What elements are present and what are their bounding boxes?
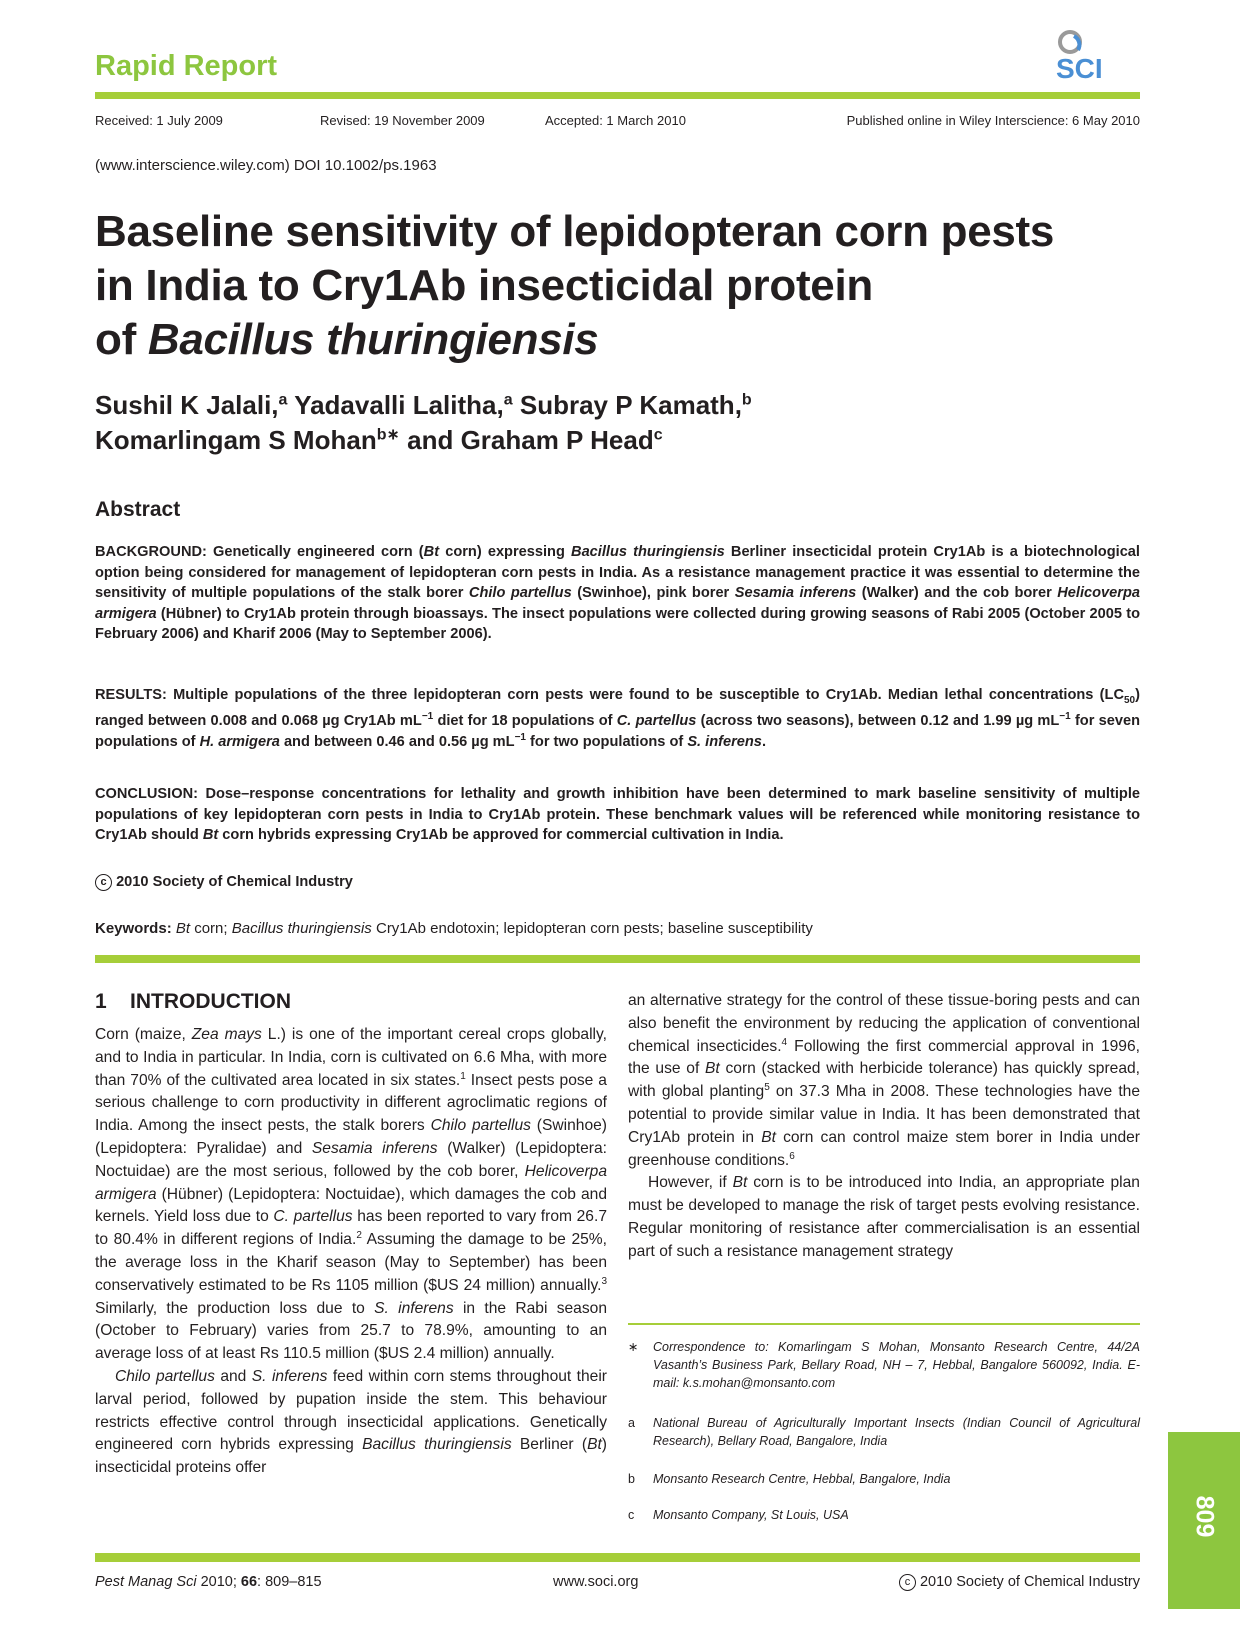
footnote-text: Monsanto Company, St Louis, USA — [653, 1508, 849, 1522]
title-line-3-prefix: of — [95, 315, 148, 364]
intro-paragraph: However, if Bt corn is to be introduced into India, an appropriate plan must be developed to manage the risk of target pests evolving resistance. Regular monitoring of resistance after commercialisation is an essential part of such a resistance management strategy — [628, 1174, 1140, 1260]
section-title: INTRODUCTION — [130, 990, 292, 1013]
section-label: Rapid Report — [95, 50, 278, 82]
author-name: Subray P Kamath, — [519, 390, 742, 420]
author-name: Komarlingam S Mohan — [95, 425, 377, 455]
author-name: Sushil K Jalali, — [95, 390, 279, 420]
received-date: Received: 1 July 2009 — [95, 113, 223, 128]
page-number: 809 — [1190, 1495, 1219, 1538]
footer-url[interactable]: www.soci.org — [553, 1574, 639, 1590]
footer-citation — [95, 1574, 322, 1590]
footnote-mark: c — [628, 1508, 635, 1522]
intro-paragraph: Corn (maize, Zea mays L.) is one of the important cereal crops globally, and to India in particular. In India, corn is cultivated on 6.6 Mha, with more than 70% of the cultivated area located in six states.$^1$ Insect pests pose a serious challenge to corn productivity in different agroclimatic regions of India. Among the insect pests, the stalk borers Chilo partellus (Swinhoe) (Lepidoptera: Pyralidae) and Sesamia inferens (Walker) (Lepidoptera: Noctuidae) are the most serious, followed by the cob borer, Helicoverpa armigera (Hübner) (Lepidoptera: Noctuidae), which damages the cob and kernels. Yield loss due to C. partellus has been reported to vary from 26.7 to 80.4% in different regions of India.$^2$ Assuming the damage to be 25%, the average loss in the Kharif season (May to September) has been conservatively estimated to be Rs 1105 million ($US 24 million) annually.$^3$ Similarly, the production loss due to S. inferens in the Rabi season (October to February) varies from 25.7 to 78.9%, amounting to an average loss of at least Rs 110.5 million ($US 2.4 million) annually. — [95, 1026, 607, 1363]
intro-right-column — [628, 990, 1140, 1264]
author-affiliation: b — [741, 391, 752, 409]
article-title — [95, 205, 1140, 367]
journal-year: 2010; — [196, 1574, 241, 1590]
author-affiliation: b∗ — [376, 426, 400, 444]
footnote-affiliation-a — [628, 1414, 1140, 1452]
footnote-text: Monsanto Research Centre, Hebbal, Bangalore, India — [653, 1472, 951, 1486]
keywords-label: Keywords: — [95, 920, 172, 937]
intro-paragraph: an alternative strategy for the control of these tissue-boring pests and can also benefit the environment by reducing the application of conventional chemical insecticides.$^4$ Following the first commercial approval in 1996, the use of Bt corn (stacked with herbicide tolerance) has quickly spread, with global planting$^5$ on 37.3 Mha in 2008. These technologies have the potential to provide similar value in India. It has been demonstrated that Cry1Ab protein in Bt corn can control maize stem borer in India under greenhouse conditions.$^6$ — [628, 992, 1140, 1169]
abstract-copyright — [95, 874, 353, 891]
section-number: 1 — [95, 990, 107, 1013]
footnote-text: National Bureau of Agriculturally Important Insects (Indian Council of Agricultural Research), Bellary Road, Bangalore, India — [653, 1416, 1140, 1448]
author-affiliation: a — [278, 391, 288, 409]
title-line-3-italic: Bacillus thuringiensis — [147, 315, 599, 364]
author-list — [95, 388, 1140, 458]
footnote-correspondence — [628, 1338, 1140, 1394]
journal-volume: 66 — [240, 1574, 258, 1590]
author-affiliation: c — [653, 426, 663, 444]
footnote-text: Correspondence to: Komarlingam S Mohan, Monsanto Research Centre, 44/2A Vasanth’s Business Park, Bellary Road, NH – 7, Hebbal, Bangalore 560092, India. E-mail: k.s.mohan@monsanto.com — [653, 1340, 1140, 1390]
abstract-results: RESULTS: Multiple populations of the three lepidopteran corn pests were found to be susceptible to Cry1Ab. Median lethal concentrations $(LC_{50})$ ranged between 0.008 and 0.068 µg Cry1Ab $mL^{-1}$ diet for 18 populations of C. partellus (across two seasons), between 0.12 and 1.99 µg $mL^{-1}$ for seven populations of H. armigera and between 0.46 and 0.56 µg $mL^{-1}$ for two populations of S. inferens. — [95, 687, 1141, 750]
copyright-symbol: c — [95, 874, 112, 891]
footnote-mark: b — [628, 1472, 635, 1486]
footer-rule — [95, 1553, 1140, 1562]
author-name: Yadavalli Lalitha, — [294, 390, 504, 420]
footnote-mark: ∗ — [628, 1340, 639, 1354]
revised-date: Revised: 19 November 2009 — [320, 113, 485, 128]
journal-pages: : 809–815 — [257, 1574, 322, 1590]
copyright-symbol: c — [899, 1574, 916, 1591]
abstract-conclusion: CONCLUSION: Dose–response concentrations for lethality and growth inhibition have been determined to mark baseline sensitivity of multiple populations of key lepidopteran corn pests in India to Cry1Ab protein. These benchmark values will be referenced while monitoring resistance to Cry1Ab should Bt corn hybrids expressing Cry1Ab be approved for commercial cultivation in India. — [95, 786, 1140, 843]
title-line-1: Baseline sensitivity of lepidopteran corn pests — [95, 207, 1055, 256]
footer-copyright — [899, 1574, 1140, 1591]
published-date: Published online in Wiley Interscience: 6 May 2010 — [846, 113, 1140, 128]
keywords — [95, 920, 1140, 937]
journal-name: Pest Manag Sci — [95, 1574, 197, 1590]
footnote-affiliation-b — [628, 1470, 1140, 1490]
abstract-rule — [95, 955, 1140, 963]
title-line-2: in India to Cry1Ab insecticidal protein — [95, 261, 873, 310]
abstract-background: BACKGROUND: Genetically engineered corn (Bt corn) expressing Bacillus thuringiensis Berliner insecticidal protein Cry1Ab is a biotechnological option being considered for management of lepidopteran corn pests in India. As a resistance management practice it was essential to determine the sensitivity of multiple populations of the stalk borer Chilo partellus (Swinhoe), pink borer Sesamia inferens (Walker) and the cob borer Helicoverpa armigera (Hübner) to Cry1Ab protein through bioassays. The insect populations were collected during growing seasons of Rabi 2005 (October 2005 to February 2006) and Kharif 2006 (May to September 2006). — [95, 544, 1141, 642]
accepted-date: Accepted: 1 March 2010 — [545, 113, 686, 128]
header-rule — [95, 92, 1140, 99]
intro-paragraph: Chilo partellus and S. inferens feed within corn stems throughout their larval period, followed by pupation inside the stem. This behaviour restricts effective control through insecticidal applications. Genetically engineered corn hybrids expressing Bacillus thuringiensis Berliner (Bt) insecticidal proteins offer — [95, 1367, 608, 1477]
footnote-affiliation-c — [628, 1506, 1140, 1526]
doi-line: (www.interscience.wiley.com) DOI 10.1002/ps.1963 — [95, 157, 437, 174]
author-affiliation: a — [503, 391, 513, 409]
copyright-text: 2010 Society of Chemical Industry — [116, 874, 353, 890]
copyright-text: 2010 Society of Chemical Industry — [919, 1574, 1140, 1590]
sci-logo — [1050, 30, 1140, 86]
keyword-part: Bacillus thuringiensis — [231, 920, 372, 937]
keyword-part: Bt — [175, 920, 191, 937]
intro-heading — [95, 990, 291, 1014]
keyword-part: corn; — [190, 920, 232, 937]
intro-left-column — [95, 1024, 607, 1480]
keyword-part: Cry1Ab endotoxin; lepidopteran corn pests; baseline susceptibility — [371, 920, 813, 937]
sci-logo-text: SCI — [1056, 53, 1103, 84]
abstract-heading: Abstract — [95, 498, 181, 521]
footnote-mark: a — [628, 1416, 635, 1430]
author-name: and Graham P Head — [407, 425, 654, 455]
footnote-rule — [628, 1323, 1140, 1325]
page-number-tab — [1168, 1432, 1240, 1609]
